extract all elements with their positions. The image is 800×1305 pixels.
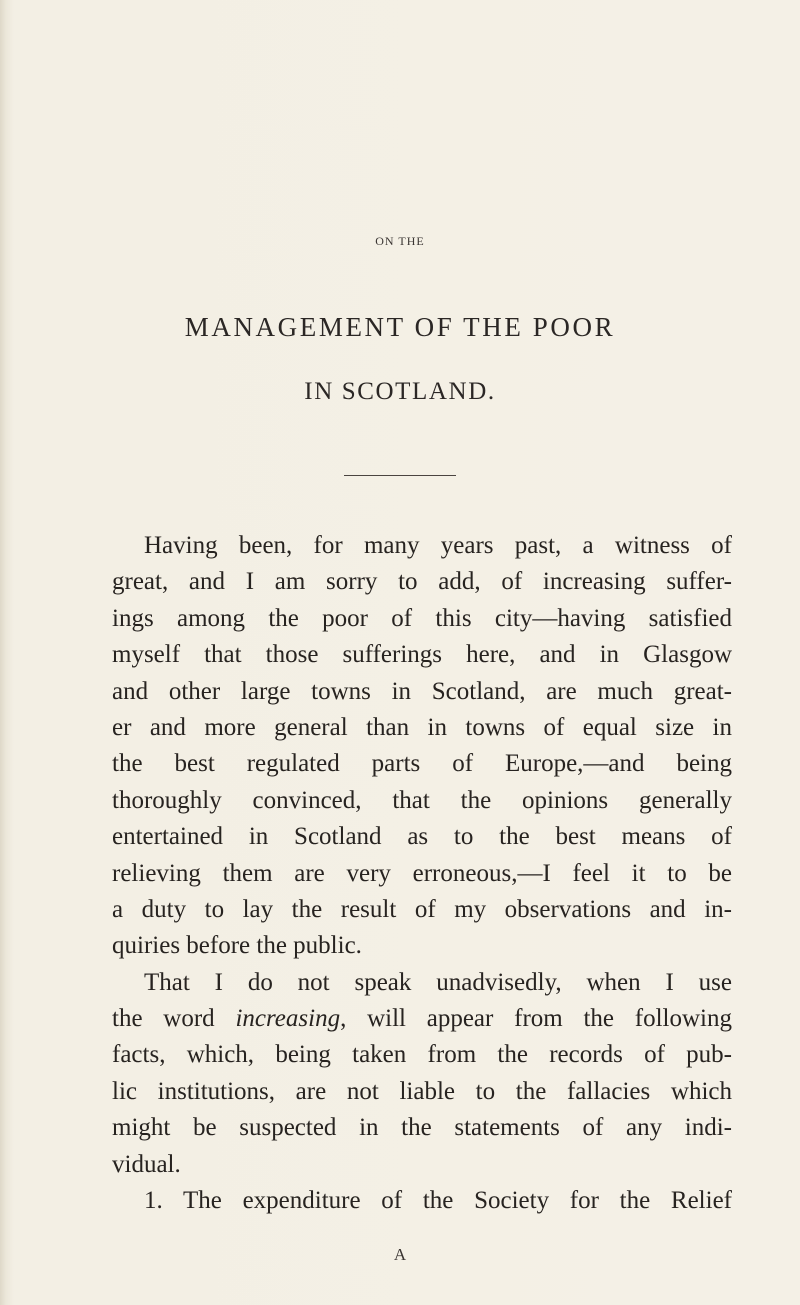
paragraph-line: myself that those sufferings here, and in Glasgow — [112, 641, 732, 669]
paragraph-line: ings among the poor of this city—having satisfied — [112, 604, 732, 632]
paragraph-line: That I do not speak unadvisedly, when I use — [144, 968, 732, 996]
section-rule — [344, 475, 456, 476]
paragraph-line: quiries before the public. — [112, 932, 362, 960]
paragraph-line: vidual. — [112, 1150, 181, 1178]
heading-main-title: MANAGEMENT OF THE POOR — [184, 312, 616, 342]
paragraph-line: might be suspected in the statements of any indi- — [112, 1114, 732, 1142]
paragraph-line: Having been, for many years past, a witness of — [144, 532, 732, 559]
numbered-item-line: 1. The expenditure of the Society for the Relief — [144, 1187, 732, 1215]
paragraph-line: and other large towns in Scotland, are much great- — [112, 677, 732, 705]
paragraph-line: er and more general than in towns of equal size in — [112, 713, 732, 741]
text-run: the word — [112, 1005, 236, 1033]
paragraph-line: entertained in Scotland as to the best means of — [112, 823, 732, 851]
text-run: , will appear from the following — [340, 1005, 732, 1033]
body-text — [112, 528, 732, 1219]
paragraph-line: relieving them are very erroneous,—I feel it to be — [112, 859, 732, 887]
heading-subtitle: IN SCOTLAND. — [304, 378, 496, 405]
signature-mark: A — [393, 1245, 407, 1264]
paragraph-line — [112, 1001, 732, 1037]
paragraph-line: lic institutions, are not liable to the fallacies which — [112, 1077, 732, 1105]
italic-word: increasing — [235, 1005, 341, 1033]
paragraph-line: facts, which, being taken from the records of pub- — [112, 1041, 732, 1069]
paragraph-line: thoroughly convinced, that the opinions generally — [112, 786, 732, 814]
paragraph-line: a duty to lay the result of my observations and in- — [112, 895, 732, 923]
heading-small: ON THE — [375, 234, 425, 248]
paragraph-line: great, and I am sorry to add, of increasing suffer- — [112, 568, 732, 596]
paragraph-line: the best regulated parts of Europe,—and being — [112, 750, 732, 778]
